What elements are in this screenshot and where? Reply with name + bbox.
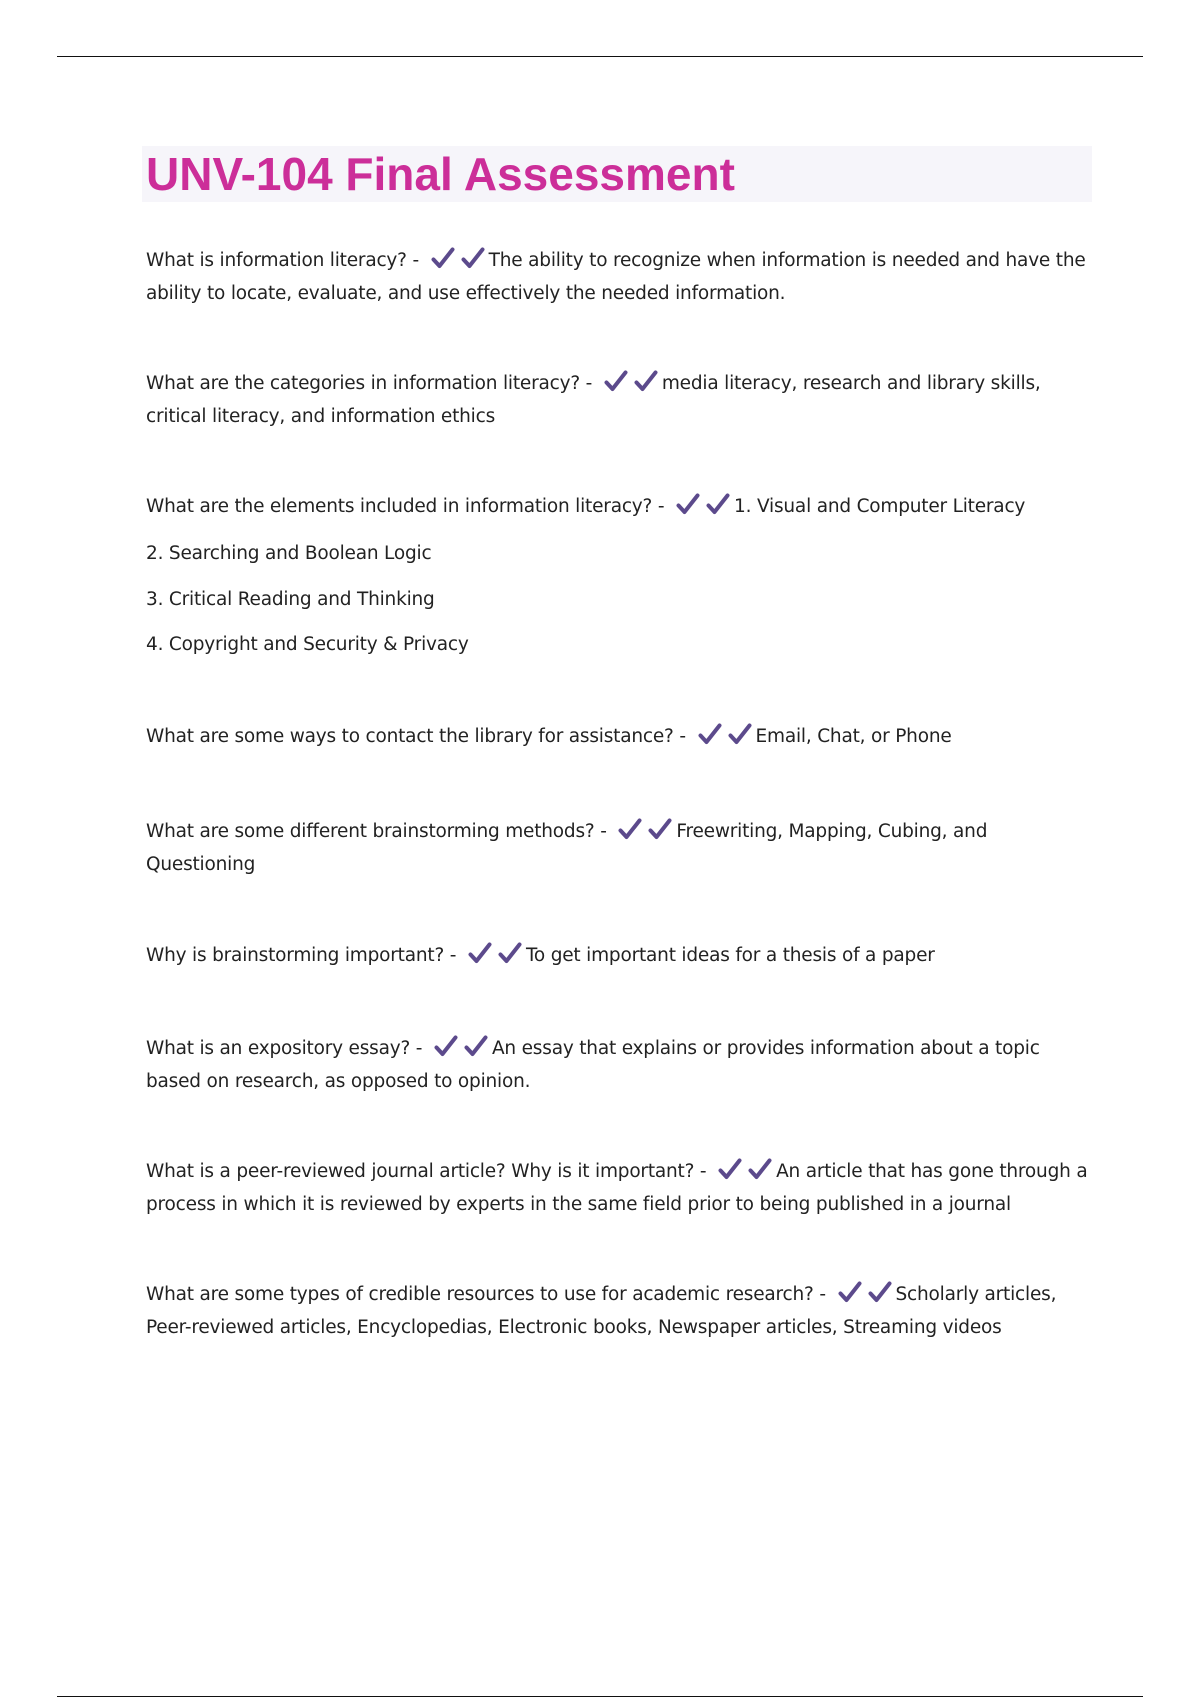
qa-item-4 [146,722,1096,755]
question-text: What are some ways to contact the library for assistance? [146,726,674,747]
list-line-3: 3. Critical Reading and Thinking [146,589,435,610]
qa-item-9 [146,1280,1096,1343]
checkmark-icon [718,1158,742,1180]
separator: - [819,1284,826,1305]
answer-text: To get important ideas for a thesis of a paper [525,945,935,966]
checkmark-icon [634,370,658,392]
checkmark-icon [604,370,628,392]
separator: - [415,1038,423,1059]
list-line-4: 4. Copyright and Security & Privacy [146,634,469,655]
question-text: Why is brainstorming important? [146,945,445,966]
separator: - [600,821,607,842]
qa-item-1 [146,246,1096,309]
qa-item-6 [146,941,1096,974]
question-text: What is a peer-reviewed journal article? Why is it important? [146,1161,695,1182]
checkmark-icon [464,1035,488,1057]
answer-text: An article that has gone through a process in which it is reviewed by experts in the same field prior to being published in a journal [146,1161,1088,1215]
question-text: What are some different brainstorming methods? [146,821,595,842]
answer-text: Scholarly articles, Peer-reviewed articles, Encyclopedias, Electronic books, Newspaper articles, Streaming videos [146,1284,1057,1338]
answer-marker [838,1281,892,1313]
checkmark-icon [461,247,485,269]
bottom-rule [57,1696,1143,1697]
checkmark-icon [676,493,700,515]
checkmark-icon [431,247,455,269]
separator: - [657,496,665,517]
answer-text: The ability to recognize when information is needed and have the ability to locate, evaluate, and use effectively the needed information. [146,250,1086,304]
answer-text: media literacy, research and library skills, critical literacy, and information ethics [146,373,1041,427]
checkmark-icon [868,1281,892,1303]
answer-text: Freewriting, Mapping, Cubing, and Questioning [146,821,988,875]
checkmark-icon [434,1035,458,1057]
answer-text: Email, Chat, or Phone [755,726,952,747]
answer-marker [604,370,658,402]
qa-item-8 [146,1157,1096,1220]
answer-marker [468,942,522,974]
answer-marker [718,1158,772,1190]
answer-marker [676,493,730,525]
qa-item-2 [146,369,1096,432]
list-line-2: 2. Searching and Boolean Logic [146,543,432,564]
separator: - [412,250,419,271]
checkmark-icon [498,942,522,964]
checkmark-icon [648,818,672,840]
answer-marker [618,818,672,850]
checkmark-icon [706,493,730,515]
document-title: UNV-104 Final Assessment [146,148,735,200]
question-text: What is information literacy? [146,250,407,271]
checkmark-icon [838,1281,862,1303]
checkmark-icon [748,1158,772,1180]
question-text: What are the elements included in information literacy? [146,496,653,517]
checkmark-icon [618,818,642,840]
question-text: What is an expository essay? [146,1038,411,1059]
answer-text: An essay that explains or provides information about a topic based on research, as opposed to opinion. [146,1038,1040,1092]
qa-item-3 [146,492,1096,525]
answer-marker [698,723,752,755]
question-text: What are the categories in information literacy? [146,373,580,394]
checkmark-icon [728,723,752,745]
separator: - [699,1161,707,1182]
qa-item-5 [146,817,1026,880]
top-rule [57,56,1143,57]
question-text: What are some types of credible resources to use for academic research? [146,1284,814,1305]
answer-text: 1. Visual and Computer Literacy [734,496,1026,517]
answer-marker [434,1035,488,1067]
checkmark-icon [698,723,722,745]
separator: - [585,373,593,394]
answer-marker [431,247,485,279]
separator: - [449,945,457,966]
separator: - [679,726,686,747]
qa-item-7 [146,1034,1096,1097]
checkmark-icon [468,942,492,964]
